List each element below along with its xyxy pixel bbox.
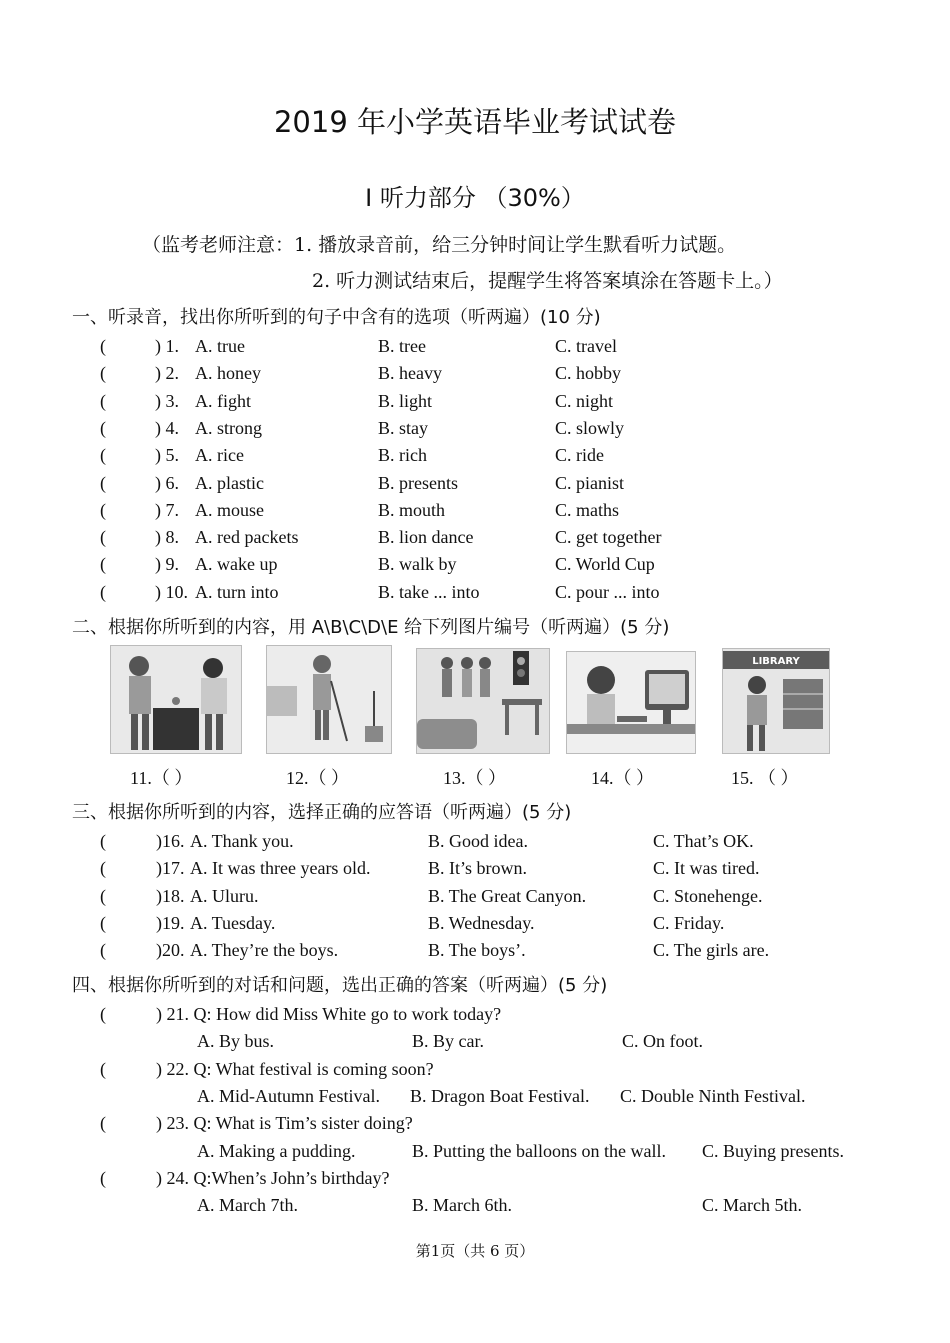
question-number: )17. xyxy=(156,858,185,879)
question-number: )18. xyxy=(156,885,185,906)
picture-sweeping xyxy=(266,645,392,754)
option-c: C. It was tired. xyxy=(653,858,760,879)
option-b: B. By car. xyxy=(412,1031,484,1052)
answer-blank[interactable]: ( xyxy=(100,1113,106,1134)
caption-14: 14.（ ） xyxy=(591,768,654,788)
question-number: ) 3. xyxy=(155,390,179,411)
option-c: C. night xyxy=(555,390,614,411)
answer-blank[interactable]: ( xyxy=(100,445,106,466)
part-heading: Ⅰ 听力部分 （30%） xyxy=(365,184,585,212)
answer-blank[interactable]: ( xyxy=(100,1004,106,1024)
option-b: B. heavy xyxy=(378,363,442,384)
option-c: C. hobby xyxy=(555,363,622,384)
answer-blank[interactable]: ( xyxy=(100,1058,106,1079)
picture-library xyxy=(722,648,830,754)
option-a: A. red packets xyxy=(195,527,299,548)
option-a: A. March 7th. xyxy=(197,1195,298,1216)
option-b: B. walk by xyxy=(378,554,457,575)
section-2-heading: 二、根据你所听到的内容，用 A\B\C\D\E 给下列图片编号（听两遍）(5 分) xyxy=(72,617,670,638)
caption-15: 15. （ ） xyxy=(731,768,799,788)
answer-blank[interactable]: ( xyxy=(100,858,106,879)
question-number: ) 5. xyxy=(155,445,179,466)
option-c: C. The girls are. xyxy=(653,940,770,961)
option-c: C. pour ... into xyxy=(555,581,660,602)
answer-blank[interactable]: ( xyxy=(100,885,106,906)
caption-12: 12.（ ） xyxy=(286,768,349,788)
option-a: A. They’re the boys. xyxy=(190,940,339,961)
option-a: A. plastic xyxy=(195,472,264,493)
option-c: C. On foot. xyxy=(622,1031,703,1052)
option-b: B. Putting the balloons on the wall. xyxy=(412,1140,666,1161)
option-c: C. Buying presents. xyxy=(702,1140,844,1161)
option-b: B. take ... into xyxy=(378,581,480,602)
answer-blank[interactable]: ( xyxy=(100,527,106,548)
question-text: ) 24. Q:When’s John’s birthday? xyxy=(156,1167,390,1188)
option-b: B. It’s brown. xyxy=(428,858,527,879)
question-text: ) 22. Q: What festival is coming soon? xyxy=(156,1058,434,1079)
answer-blank[interactable]: ( xyxy=(100,499,106,520)
question-number: )19. xyxy=(156,912,185,933)
answer-blank[interactable]: ( xyxy=(100,831,106,851)
page-footer: 第1页（共 6 页） xyxy=(415,1242,535,1260)
answer-blank[interactable]: ( xyxy=(100,390,106,411)
option-c: C. travel xyxy=(555,336,617,356)
option-a: A. mouse xyxy=(195,499,264,520)
option-c: C. maths xyxy=(555,499,620,520)
option-b: B. light xyxy=(378,390,433,411)
option-c: C. Double Ninth Festival. xyxy=(620,1085,806,1106)
option-c: C. March 5th. xyxy=(702,1195,802,1216)
question-number: ) 10. xyxy=(155,581,188,602)
option-a: A. strong xyxy=(195,417,262,438)
question-number: ) 9. xyxy=(155,554,179,575)
option-c: C. pianist xyxy=(555,472,625,493)
option-c: C. Friday. xyxy=(653,912,725,933)
option-a: A. turn into xyxy=(195,581,279,602)
option-b: B. stay xyxy=(378,417,429,438)
option-b: B. Wednesday. xyxy=(428,912,535,933)
section-3-heading: 三、根据你所听到的内容，选择正确的应答语（听两遍）(5 分) xyxy=(72,802,572,823)
question-number: )16. xyxy=(156,831,185,851)
answer-blank[interactable]: ( xyxy=(100,940,106,961)
question-number: ) 6. xyxy=(155,472,179,493)
option-a: A. Tuesday. xyxy=(190,912,276,933)
answer-blank[interactable]: ( xyxy=(100,417,106,438)
option-b: B. tree xyxy=(378,336,426,356)
question-text: ) 21. Q: How did Miss White go to work today? xyxy=(156,1004,502,1024)
option-a: A. Mid-Autumn Festival. xyxy=(197,1085,380,1106)
answer-blank[interactable]: ( xyxy=(100,581,106,602)
notice-line-1: （监考老师注意：1. 播放录音前，给三分钟时间让学生默看听力试题。 xyxy=(142,234,737,256)
question-number: ) 8. xyxy=(155,527,179,548)
option-a: A. It was three years old. xyxy=(190,858,371,879)
option-b: B. Good idea. xyxy=(428,831,528,851)
option-c: C. get together xyxy=(555,527,662,548)
option-c: C. World Cup xyxy=(555,554,655,575)
option-b: B. The Great Canyon. xyxy=(428,885,587,906)
answer-blank[interactable]: ( xyxy=(100,1167,106,1188)
option-a: A. Uluru. xyxy=(190,885,259,906)
option-b: B. rich xyxy=(378,445,427,466)
section-1-heading: 一、听录音，找出你所听到的句子中含有的选项（听两遍）(10 分) xyxy=(72,307,601,328)
option-a: A. By bus. xyxy=(197,1031,275,1052)
section-4-heading: 四、根据你所听到的对话和问题，选出正确的答案（听两遍）(5 分) xyxy=(72,975,608,996)
picture-crossing xyxy=(416,648,550,754)
option-b: B. mouth xyxy=(378,499,446,520)
notice-line-2: 2. 听力测试结束后，提醒学生将答案填涂在答题卡上。） xyxy=(312,270,783,292)
answer-blank[interactable]: ( xyxy=(100,554,106,575)
option-a: A. honey xyxy=(195,363,261,384)
caption-13: 13.（ ） xyxy=(443,768,506,788)
question-number: )20. xyxy=(156,940,185,961)
picture-computer xyxy=(566,651,696,754)
question-number: ) 7. xyxy=(155,499,179,520)
option-c: C. That’s OK. xyxy=(653,831,754,851)
option-a: A. true xyxy=(195,336,245,356)
answer-blank[interactable]: ( xyxy=(100,336,106,356)
option-c: C. Stonehenge. xyxy=(653,885,763,906)
option-a: A. Thank you. xyxy=(190,831,294,851)
exam-title: 2019 年小学英语毕业考试试卷 xyxy=(273,105,677,139)
answer-blank[interactable]: ( xyxy=(100,363,106,384)
answer-blank[interactable]: ( xyxy=(100,912,106,933)
option-b: B. Dragon Boat Festival. xyxy=(410,1085,590,1106)
option-b: B. presents xyxy=(378,472,458,493)
option-a: A. fight xyxy=(195,390,251,411)
caption-11: 11.（ ） xyxy=(130,768,193,788)
answer-blank[interactable]: ( xyxy=(100,472,106,493)
picture-recycling xyxy=(110,645,242,754)
option-b: B. March 6th. xyxy=(412,1195,512,1216)
option-c: C. slowly xyxy=(555,417,625,438)
question-number: ) 4. xyxy=(155,417,179,438)
option-b: B. The boys’. xyxy=(428,940,526,961)
option-a: A. Making a pudding. xyxy=(197,1140,356,1161)
question-number: ) 1. xyxy=(155,336,179,356)
option-b: B. lion dance xyxy=(378,527,474,548)
option-a: A. wake up xyxy=(195,554,278,575)
question-text: ) 23. Q: What is Tim’s sister doing? xyxy=(156,1113,413,1134)
option-c: C. ride xyxy=(555,445,604,466)
question-number: ) 2. xyxy=(155,363,179,384)
option-a: A. rice xyxy=(195,445,244,466)
library-sign: LIBRARY xyxy=(752,656,800,667)
